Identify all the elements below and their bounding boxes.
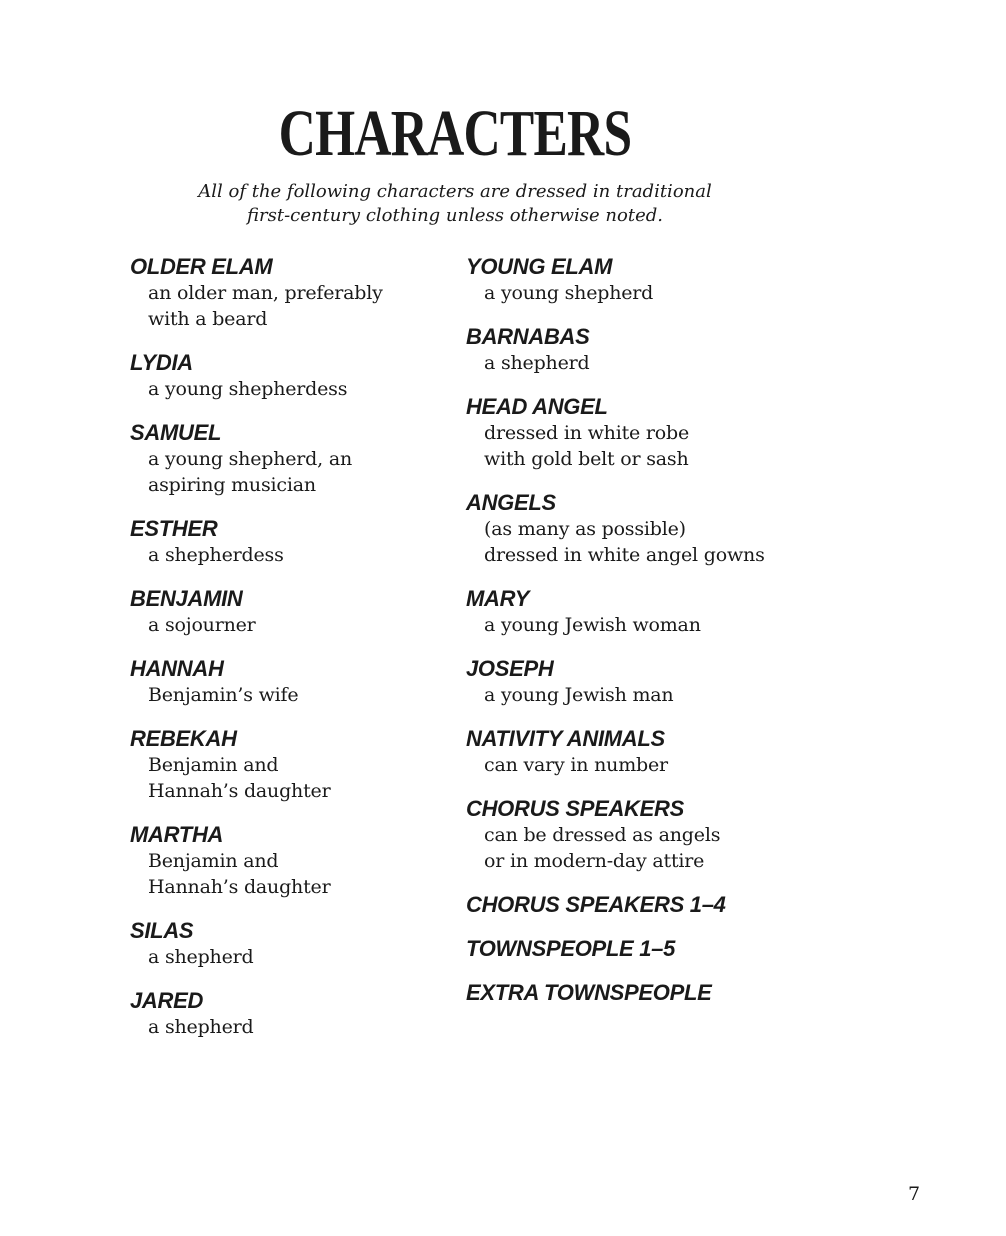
left-character-column: [130, 253, 450, 1057]
character-name: MARY: [466, 586, 530, 611]
character-name: SILAS: [130, 918, 194, 943]
character-entry: [466, 891, 846, 918]
character-description: a shepherd: [148, 1016, 254, 1038]
right-character-column: [466, 253, 846, 1023]
character-name: SAMUEL: [130, 420, 222, 445]
character-entry: [466, 655, 846, 708]
character-entry: [130, 655, 450, 708]
character-name: OLDER ELAM: [130, 254, 273, 279]
character-description: dressed in white robe: [484, 422, 690, 444]
character-description: can be dressed as angels: [484, 824, 721, 846]
character-entry: [130, 585, 450, 638]
character-entry: [130, 987, 450, 1040]
character-name: BARNABAS: [466, 324, 590, 349]
character-entry: [130, 917, 450, 970]
character-name: TOWNSPEOPLE 1–5: [466, 936, 676, 961]
character-description: (as many as possible): [484, 518, 686, 540]
character-entry: [466, 489, 846, 568]
character-description: Hannah’s daughter: [148, 780, 331, 802]
page-title: CHARACTERS: [278, 97, 632, 170]
character-description: a young Jewish woman: [484, 614, 701, 636]
character-description: or in modern-day attire: [484, 850, 705, 872]
character-description: can vary in number: [484, 754, 668, 776]
character-name: MARTHA: [130, 822, 224, 847]
character-description: a sojourner: [148, 614, 256, 636]
character-name: NATIVITY ANIMALS: [466, 726, 665, 751]
character-description: dressed in white angel gowns: [484, 544, 765, 566]
character-description: a shepherd: [148, 946, 254, 968]
character-name: YOUNG ELAM: [466, 254, 613, 279]
character-entry: [466, 979, 846, 1006]
character-entry: [466, 393, 846, 472]
character-name: ESTHER: [130, 516, 218, 541]
character-description: a young shepherd, an: [148, 448, 352, 470]
character-description: a shepherdess: [148, 544, 284, 566]
character-name: LYDIA: [130, 350, 193, 375]
character-description: with a beard: [148, 308, 268, 330]
subtitle-line-2: first-century clothing unless otherwise noted.: [247, 205, 663, 226]
character-description: Benjamin and: [148, 850, 279, 872]
character-name: REBEKAH: [130, 726, 237, 751]
character-entry: [466, 795, 846, 874]
character-description: with gold belt or sash: [484, 448, 689, 470]
character-description: aspiring musician: [148, 474, 316, 496]
character-description: an older man, preferably: [148, 282, 383, 304]
character-name: CHORUS SPEAKERS: [466, 796, 684, 821]
character-description: Benjamin and: [148, 754, 279, 776]
character-entry: [130, 515, 450, 568]
character-entry: [130, 349, 450, 402]
character-name: EXTRA TOWNSPEOPLE: [466, 980, 712, 1005]
character-entry: [466, 585, 846, 638]
character-description: Benjamin’s wife: [148, 684, 299, 706]
subtitle-line-1: All of the following characters are dressed in traditional: [198, 181, 712, 202]
character-description: Hannah’s daughter: [148, 876, 331, 898]
character-name: JARED: [130, 988, 204, 1013]
character-entry: [130, 419, 450, 498]
character-name: HANNAH: [130, 656, 224, 681]
character-description: a young Jewish man: [484, 684, 674, 706]
character-name: HEAD ANGEL: [466, 394, 608, 419]
character-name: JOSEPH: [466, 656, 554, 681]
character-entry: [466, 253, 846, 306]
subtitle: [0, 180, 910, 228]
character-description: a young shepherd: [484, 282, 654, 304]
character-name: ANGELS: [466, 490, 556, 515]
character-description: a young shepherdess: [148, 378, 348, 400]
page-number: 7: [908, 1183, 921, 1205]
character-name: CHORUS SPEAKERS 1–4: [466, 892, 726, 917]
character-entry: [466, 725, 846, 778]
character-entry: [466, 323, 846, 376]
character-description: a shepherd: [484, 352, 590, 374]
character-entry: [466, 935, 846, 962]
character-entry: [130, 821, 450, 900]
character-entry: [130, 725, 450, 804]
character-name: BENJAMIN: [130, 586, 243, 611]
character-entry: [130, 253, 450, 332]
